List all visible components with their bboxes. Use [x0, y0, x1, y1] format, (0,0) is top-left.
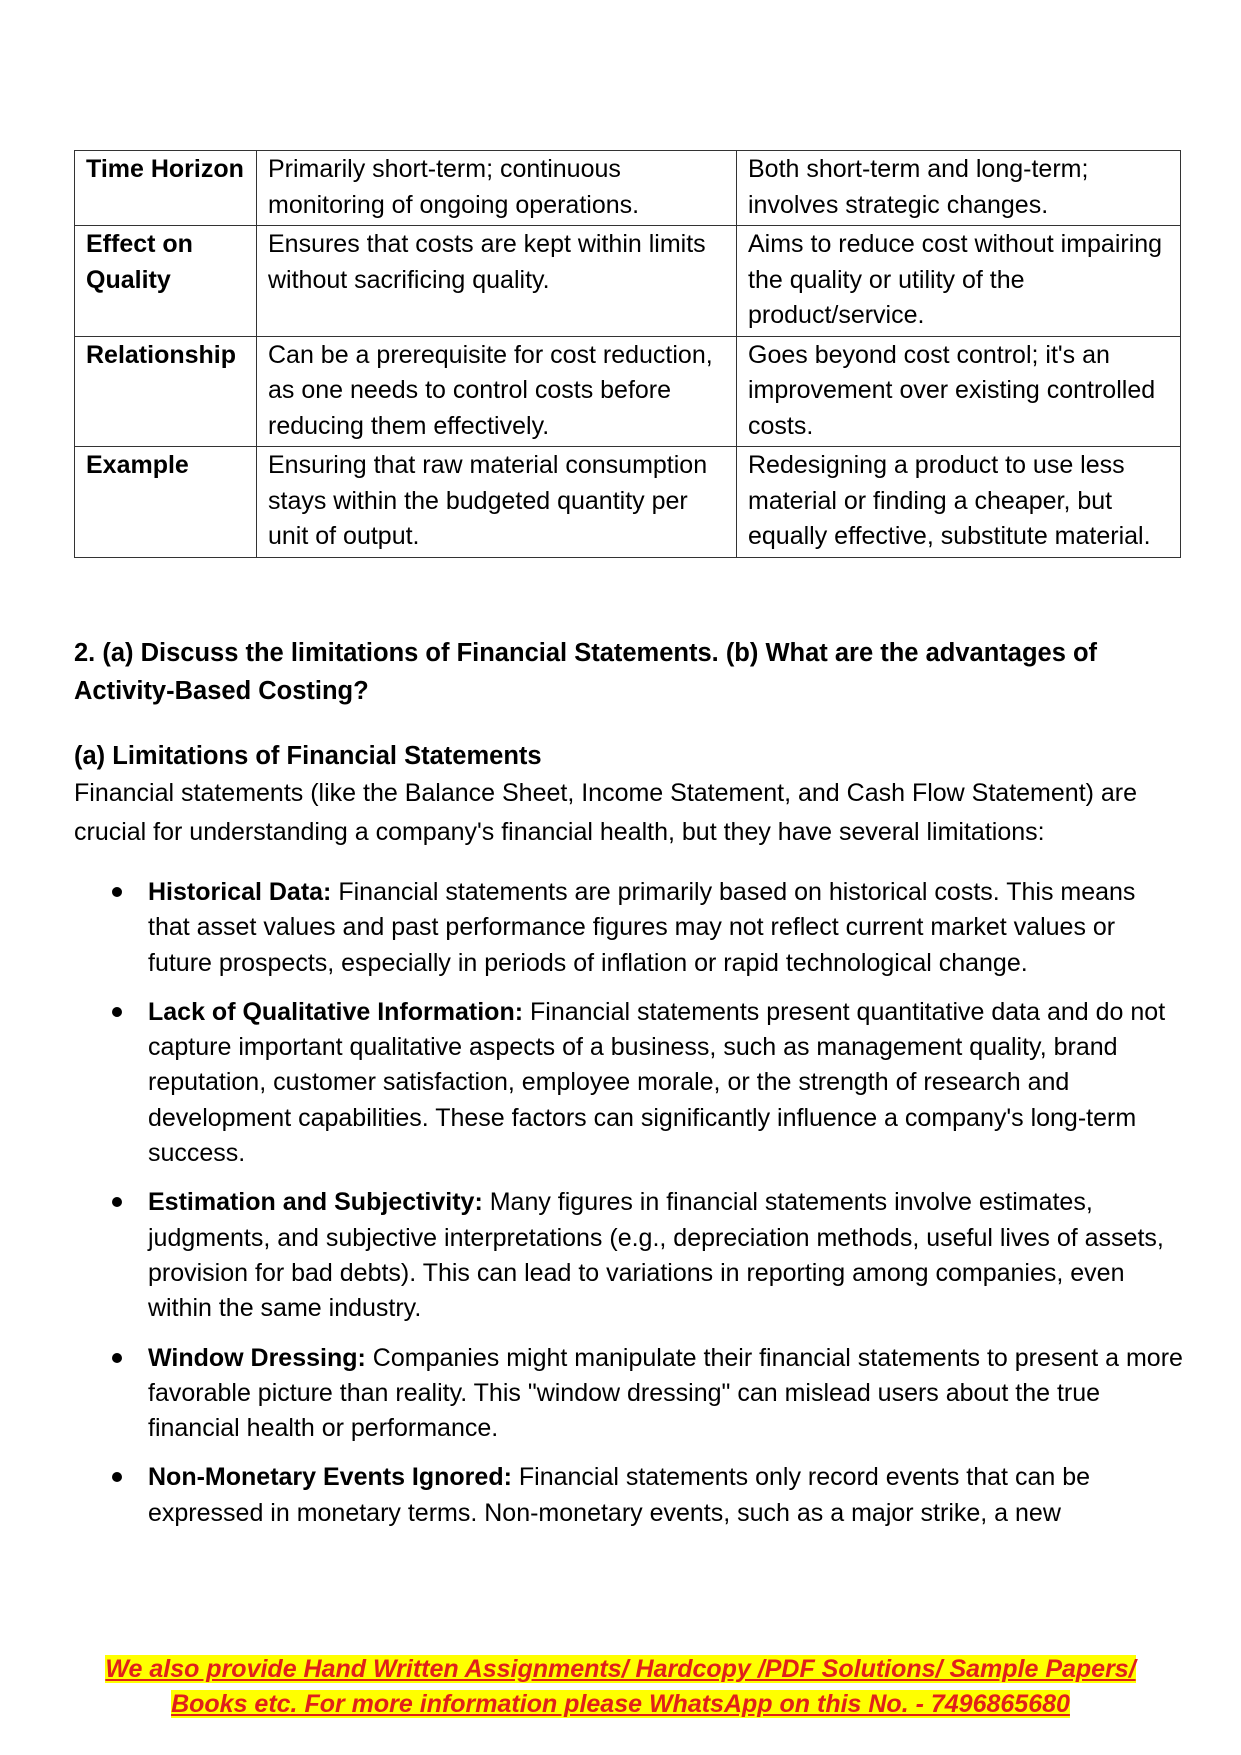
row-aspect: Time Horizon — [75, 151, 257, 226]
cost-control-cell: Ensuring that raw material consumption stays within the budgeted quantity per unit of output. — [257, 447, 737, 558]
cost-control-cell: Primarily short-term; continuous monitoring of ongoing operations. — [257, 151, 737, 226]
bullet-icon — [112, 887, 122, 897]
comparison-table — [74, 150, 1181, 558]
cost-reduction-cell: Goes beyond cost control; it's an improvement over existing controlled costs. — [737, 336, 1181, 447]
cost-control-cell: Ensures that costs are kept within limits without sacrificing quality. — [257, 226, 737, 337]
section-a-heading: (a) Limitations of Financial Statements — [74, 742, 542, 770]
table-row — [75, 336, 1181, 447]
item-term: Historical Data: — [148, 878, 332, 906]
item-term: Window Dressing: — [148, 1343, 366, 1372]
cost-control-cell: Can be a prerequisite for cost reduction, as one needs to control costs before reducing them effectively. — [257, 336, 737, 447]
item-text: Many figures in financial statements involve estimates, judgments, and subjective interpretations (e.g., depreciation methods, useful lives of assets, provision for bad debts). This can lead to variations in reporting among companies, even within the same industry. — [148, 1188, 1164, 1323]
question-heading: 2. (a) Discuss the limitations of Financial Statements. (b) What are the advantages of Activity-Based Costing? — [74, 639, 1098, 705]
promo-line-1: We also provide Hand Written Assignments/ Hardcopy /PDF Solutions/ Sample Papers/ — [105, 1655, 1136, 1683]
bullet-icon — [112, 1472, 122, 1482]
item-text: Financial statements only record events that can be expressed in monetary terms. Non-monetary events, such as a major strike, a new — [148, 1463, 1091, 1527]
limitations-list — [74, 875, 1184, 1545]
bullet-icon — [112, 1353, 122, 1363]
item-text: Financial statements present quantitative data and do not capture important qualitative aspects of a business, such as management quality, brand reputation, customer satisfaction, employee morale, or the strength of research and development capabilities. These factors can significantly influence a company's long-term success. — [148, 997, 1166, 1168]
bullet-icon — [112, 1007, 122, 1017]
list-item — [74, 1460, 1184, 1531]
item-term: Non-Monetary Events Ignored: — [148, 1463, 512, 1492]
cost-reduction-cell: Aims to reduce cost without impairing the quality or utility of the product/service. — [737, 226, 1181, 337]
promo-footer — [0, 1652, 1241, 1722]
list-item — [74, 995, 1184, 1171]
item-term: Lack of Qualitative Information: — [148, 997, 524, 1026]
list-item — [74, 1341, 1184, 1447]
row-aspect: Relationship — [75, 336, 257, 447]
cost-reduction-cell: Redesigning a product to use less material or finding a cheaper, but equally effective, substitute material. — [737, 447, 1181, 558]
section-a-intro: Financial statements (like the Balance Sheet, Income Statement, and Cash Flow Statement) are crucial for understanding a company's financial health, but they have several limitations: — [74, 779, 1138, 846]
cost-reduction-cell: Both short-term and long-term; involves strategic changes. — [737, 151, 1181, 226]
row-aspect: Example — [75, 447, 257, 558]
item-term: Estimation and Subjectivity: — [148, 1188, 483, 1217]
table-row — [75, 226, 1181, 337]
row-aspect: Effect on Quality — [75, 226, 257, 337]
bullet-icon — [112, 1197, 122, 1207]
list-item — [74, 1185, 1184, 1326]
item-text: Financial statements are primarily based on historical costs. This means that asset values and past performance figures may not reflect current market values or future prospects, especially in periods of inflation or rapid technological change. — [148, 878, 1136, 977]
promo-line-2: Books etc. For more information please WhatsApp on this No. - 7496865680 — [171, 1690, 1070, 1718]
table-row — [75, 447, 1181, 558]
list-item — [74, 875, 1184, 981]
item-text: Companies might manipulate their financial statements to present a more favorable picture than reality. This "window dressing" can mislead users about the true financial health or performance. — [148, 1343, 1183, 1443]
table-row — [75, 151, 1181, 226]
